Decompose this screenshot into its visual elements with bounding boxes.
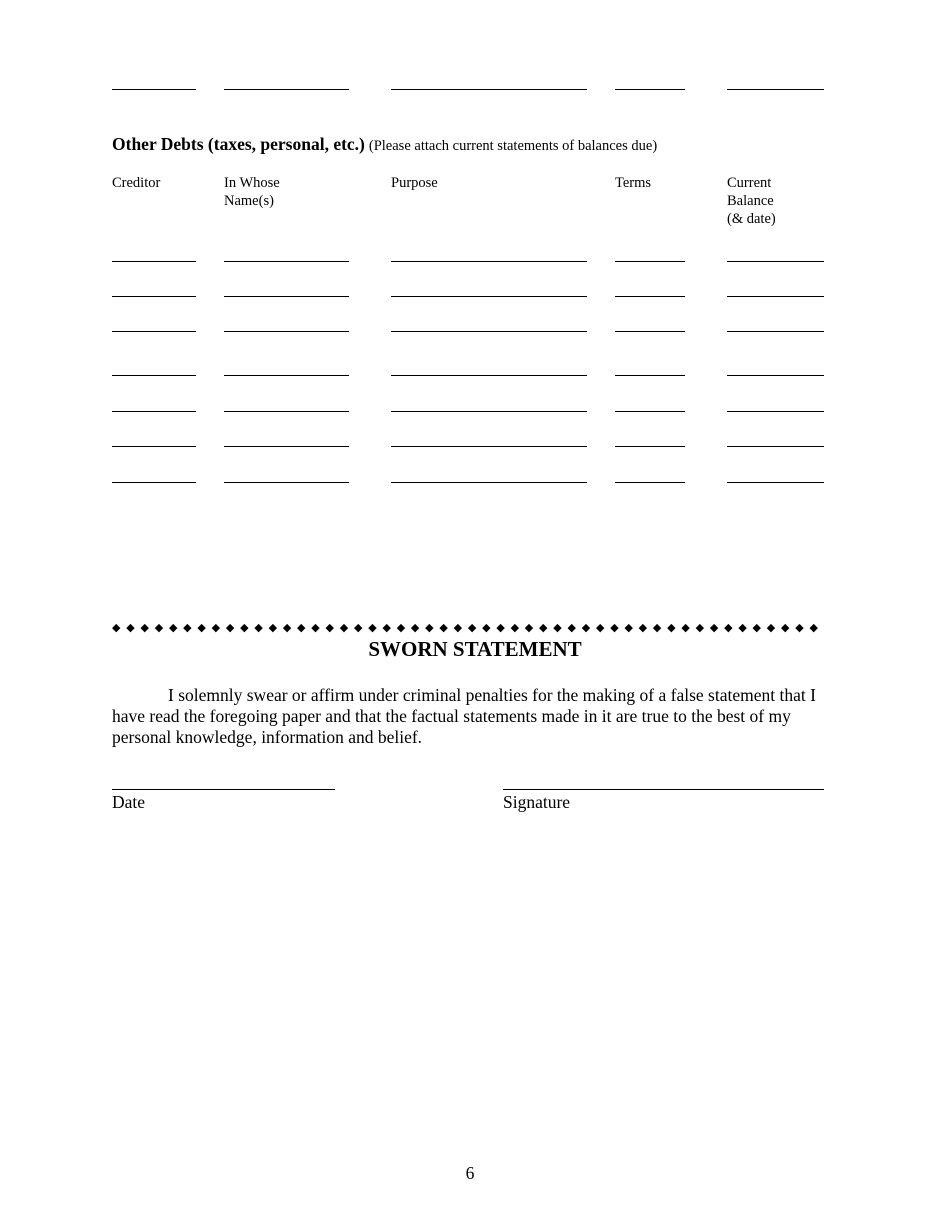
blank-line-terms[interactable] xyxy=(615,89,685,90)
blank-line-purpose[interactable] xyxy=(391,89,587,90)
diamond-icon: ◆ xyxy=(496,621,505,634)
blank-line-terms[interactable] xyxy=(615,261,685,262)
diamond-icon: ◆ xyxy=(510,621,520,634)
diamond-icon: ◆ xyxy=(140,621,149,634)
blank-line-balance[interactable] xyxy=(727,411,824,412)
blank-line-purpose[interactable] xyxy=(391,411,587,412)
blank-line-creditor[interactable] xyxy=(112,331,196,332)
blank-line-purpose[interactable] xyxy=(391,482,587,483)
diamond-icon: ◆ xyxy=(311,621,320,634)
date-label: Date xyxy=(112,792,146,812)
diamond-icon: ◆ xyxy=(581,621,591,634)
diamond-icon: ◆ xyxy=(681,621,690,634)
blank-line-terms[interactable] xyxy=(615,296,685,297)
diamond-icon: ◆ xyxy=(154,621,164,634)
diamond-icon: ◆ xyxy=(695,621,705,634)
blank-line-purpose[interactable] xyxy=(391,296,587,297)
column-header-current-balance: Current Balance (& date) xyxy=(727,175,776,227)
blank-line-name[interactable] xyxy=(224,482,349,483)
blank-line-balance[interactable] xyxy=(727,375,824,376)
other-debts-title: Other Debts (taxes, personal, etc.) xyxy=(112,134,365,154)
diamond-icon: ◆ xyxy=(482,621,491,634)
sworn-statement-title: SWORN STATEMENT xyxy=(368,637,582,661)
blank-line-balance[interactable] xyxy=(727,482,824,483)
blank-line-name[interactable] xyxy=(224,331,349,332)
blank-line-terms[interactable] xyxy=(615,331,685,332)
blank-line-balance[interactable] xyxy=(727,261,824,262)
diamond-icon: ◆ xyxy=(240,621,249,634)
blank-line-purpose[interactable] xyxy=(391,331,587,332)
blank-line-name[interactable] xyxy=(224,296,349,297)
page-number: 6 xyxy=(465,1163,475,1183)
blank-line-name[interactable] xyxy=(224,446,349,447)
diamond-icon: ◆ xyxy=(610,621,619,634)
blank-line-creditor[interactable] xyxy=(112,296,196,297)
sworn-statement-body: I solemnly swear or affirm under criminal penalties for the making of a false statement that I have read the foregoing paper and that the factual statements made in it are true to the best of my personal knowledge, information and belief. xyxy=(112,685,816,747)
blank-line-terms[interactable] xyxy=(615,482,685,483)
diamond-icon: ◆ xyxy=(809,621,818,634)
diamond-icon: ◆ xyxy=(297,621,306,634)
blank-line-purpose[interactable] xyxy=(391,375,587,376)
blank-line-name[interactable] xyxy=(224,411,349,412)
date-line[interactable] xyxy=(112,789,335,790)
diamond-icon: ◆ xyxy=(453,621,463,634)
blank-line-name[interactable] xyxy=(224,89,349,90)
blank-line-creditor[interactable] xyxy=(112,446,196,447)
other-debts-heading xyxy=(112,134,657,155)
diamond-icon: ◆ xyxy=(126,621,135,634)
diamond-icon: ◆ xyxy=(211,621,221,634)
blank-line-creditor[interactable] xyxy=(112,482,196,483)
diamond-icon: ◆ xyxy=(781,621,790,634)
diamond-icon: ◆ xyxy=(254,621,263,634)
blank-line-creditor[interactable] xyxy=(112,261,196,262)
diamond-icon: ◆ xyxy=(368,621,377,634)
diamond-icon: ◆ xyxy=(382,621,391,634)
diamond-icon: ◆ xyxy=(112,621,121,634)
blank-line-balance[interactable] xyxy=(727,446,824,447)
diamond-icon: ◆ xyxy=(353,621,363,634)
diamond-icon: ◆ xyxy=(339,621,349,634)
diamond-icon: ◆ xyxy=(553,621,562,634)
signature-line[interactable] xyxy=(503,789,824,790)
diamond-icon: ◆ xyxy=(638,621,648,634)
diamond-icon: ◆ xyxy=(425,621,434,634)
diamond-divider xyxy=(112,620,818,636)
diamond-icon: ◆ xyxy=(197,621,206,634)
blank-line-name[interactable] xyxy=(224,261,349,262)
diamond-icon: ◆ xyxy=(567,621,576,634)
blank-line-creditor[interactable] xyxy=(112,411,196,412)
signature-label: Signature xyxy=(503,792,571,812)
diamond-icon: ◆ xyxy=(410,621,420,634)
blank-line-balance[interactable] xyxy=(727,89,824,90)
diamond-icon: ◆ xyxy=(183,621,192,634)
diamond-icon: ◆ xyxy=(795,621,804,634)
diamond-icon: ◆ xyxy=(539,621,548,634)
diamond-icon: ◆ xyxy=(738,621,747,634)
diamond-icon: ◆ xyxy=(667,621,676,634)
diamond-icon: ◆ xyxy=(524,621,534,634)
diamond-icon: ◆ xyxy=(168,621,178,634)
blank-line-creditor[interactable] xyxy=(112,89,196,90)
diamond-icon: ◆ xyxy=(652,621,662,634)
column-header-creditor: Creditor xyxy=(112,175,161,191)
diamond-icon: ◆ xyxy=(225,621,235,634)
diamond-icon: ◆ xyxy=(595,621,605,634)
column-header-in-whose-name: In Whose Name(s) xyxy=(224,175,280,209)
blank-line-name[interactable] xyxy=(224,375,349,376)
blank-line-terms[interactable] xyxy=(615,446,685,447)
diamond-icon: ◆ xyxy=(709,621,719,634)
diamond-icon: ◆ xyxy=(439,621,448,634)
blank-line-purpose[interactable] xyxy=(391,261,587,262)
diamond-icon: ◆ xyxy=(325,621,334,634)
column-header-terms: Terms xyxy=(615,175,652,191)
blank-line-terms[interactable] xyxy=(615,411,685,412)
blank-line-balance[interactable] xyxy=(727,331,824,332)
diamond-icon: ◆ xyxy=(282,621,292,634)
diamond-icon: ◆ xyxy=(752,621,762,634)
diamond-icon: ◆ xyxy=(268,621,278,634)
diamond-icon: ◆ xyxy=(766,621,776,634)
diamond-icon: ◆ xyxy=(624,621,633,634)
blank-line-terms[interactable] xyxy=(615,375,685,376)
column-header-purpose: Purpose xyxy=(391,175,438,191)
diamond-icon: ◆ xyxy=(396,621,406,634)
blank-line-balance[interactable] xyxy=(727,296,824,297)
diamond-icon: ◆ xyxy=(467,621,477,634)
blank-line-creditor[interactable] xyxy=(112,375,196,376)
blank-line-purpose[interactable] xyxy=(391,446,587,447)
other-debts-note: (Please attach current statements of balances due) xyxy=(368,138,658,154)
diamond-icon: ◆ xyxy=(724,621,733,634)
